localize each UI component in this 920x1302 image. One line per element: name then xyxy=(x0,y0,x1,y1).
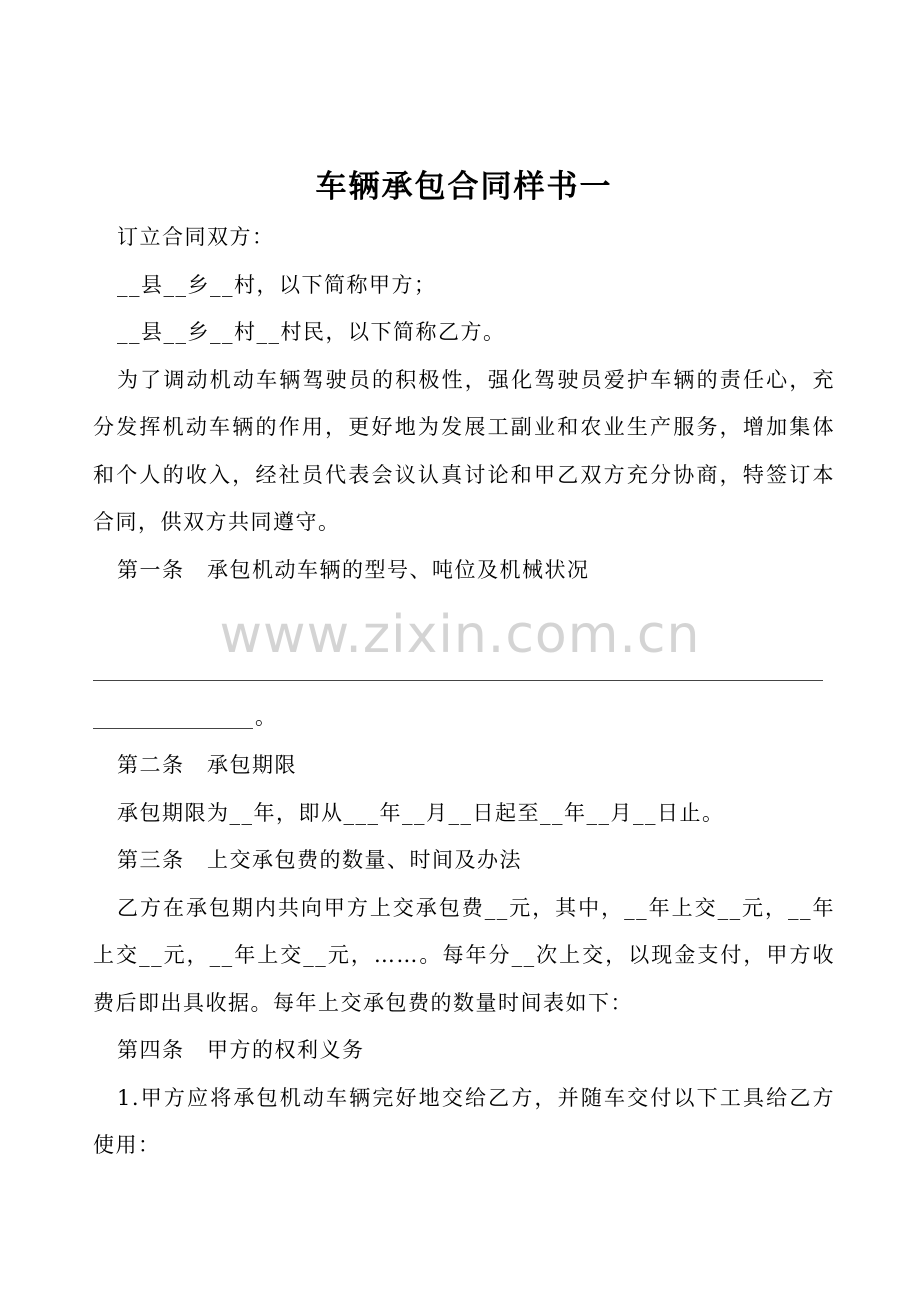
fill-in-line xyxy=(93,680,823,681)
article-4-heading: 第四条 甲方的权利义务 xyxy=(117,1038,365,1062)
paragraph-party-a: __县__乡__村，以下简称甲方； xyxy=(117,272,437,297)
paragraph-party-a-duty-1: 1.甲方应将承包机动车辆完好地交给乙方，并随车交付以下工具给乙方使用： xyxy=(93,1085,835,1157)
paragraph-term: 承包期限为__年，即从___年__月__日起至__年__月__日止。 xyxy=(117,800,725,825)
contract-page-continued xyxy=(93,742,835,1170)
document-title: 车辆承包合同样书一 xyxy=(315,169,613,205)
article-1-heading: 第一条 承包机动车辆的型号、吨位及机械状况 xyxy=(117,557,590,582)
article-3-heading: 第三条 上交承包费的数量、时间及办法 xyxy=(117,848,522,872)
watermark: www.zixin.com.cn xyxy=(219,605,701,665)
paragraph-party-b: __县__乡__村__村民，以下简称乙方。 xyxy=(117,320,506,344)
paragraph-fee: 乙方在承包期内共向甲方上交承包费__元，其中，__年上交__元，__年上交__元，__年上交__元，……。每年分__次上交，以现金支付，甲方收费后即出具收据。每年上交承包费的数量时间表如下： xyxy=(93,895,835,1015)
paragraph-preamble: 为了调动机动车辆驾驶员的积极性，强化驾驶员爱护车辆的责任心，充分发挥机动车辆的作用，更好地为发展工副业和农业生产服务，增加集体和个人的收入，经社员代表会议认真讨论和甲乙双方充分协商，特签订本合同，供双方共同遵守。 xyxy=(93,367,835,534)
fill-in-line-period: 。 xyxy=(255,705,276,729)
fill-in-line-short xyxy=(93,728,253,729)
article-2-heading: 第二条 承包期限 xyxy=(117,753,297,777)
contract-page xyxy=(93,160,835,594)
paragraph-parties-heading: 订立合同双方： xyxy=(117,225,275,249)
